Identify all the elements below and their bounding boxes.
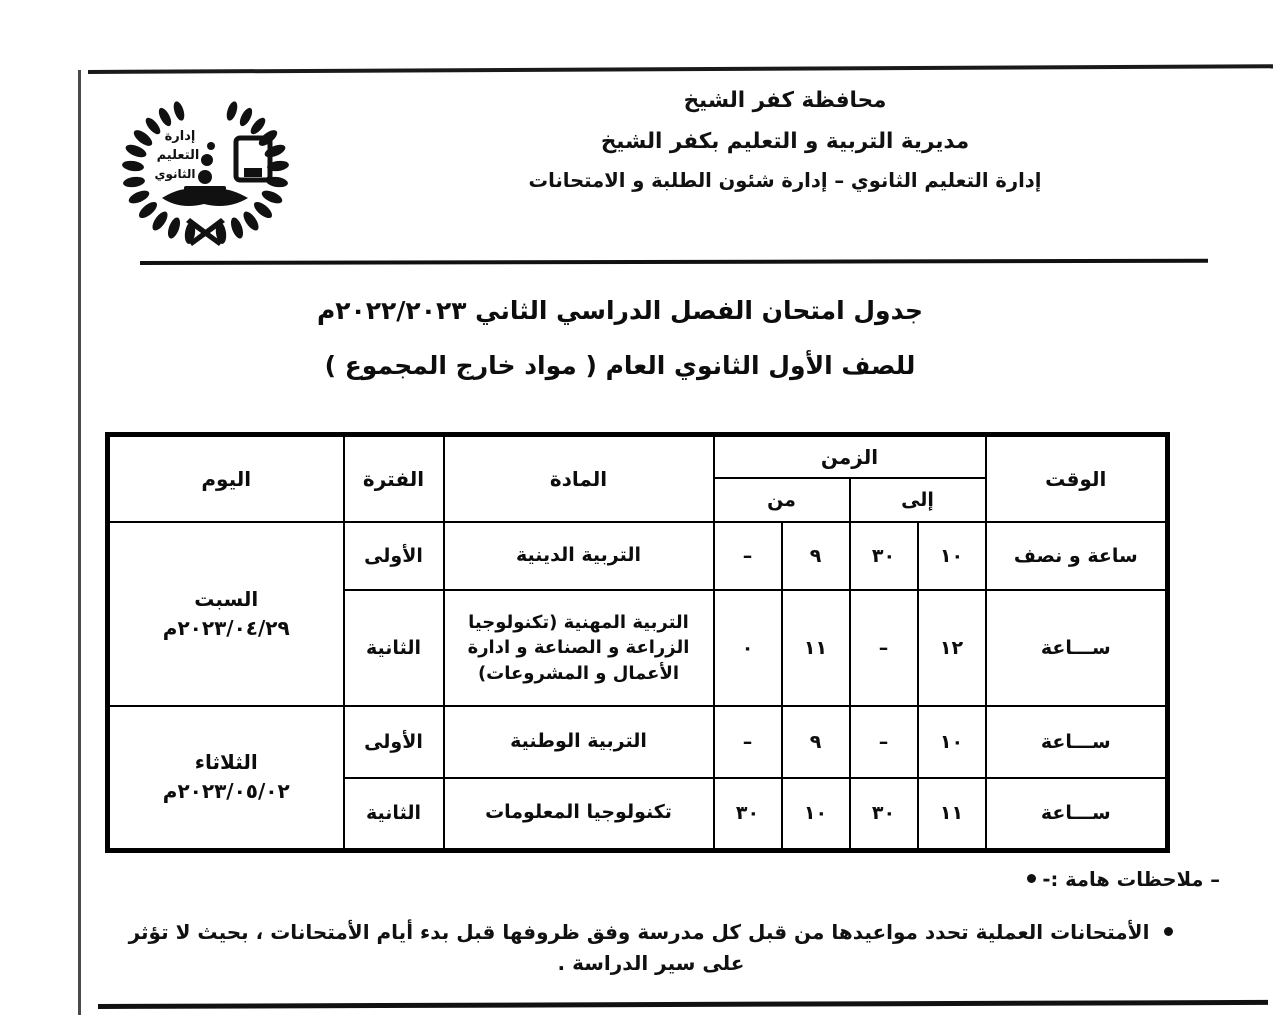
header-period: الفترة bbox=[344, 435, 444, 523]
cell-day bbox=[108, 522, 344, 706]
exam-schedule-table bbox=[105, 432, 1170, 853]
cell-day-name: الثلاثاء bbox=[194, 750, 258, 775]
table-row bbox=[108, 706, 1168, 778]
cell-duration: ساعة و نصف bbox=[986, 522, 1168, 590]
cell-to-hour: ١٠ bbox=[918, 522, 986, 590]
cell-period: الثانية bbox=[344, 778, 444, 850]
cell-duration: ســـاعة bbox=[986, 778, 1168, 850]
header-duration: الوقت bbox=[986, 435, 1168, 523]
header-subject: المادة bbox=[444, 435, 714, 523]
title-line-1: جدول امتحان الفصل الدراسي الثاني ٢٠٢٢/٢٠٢٣م bbox=[316, 296, 924, 325]
notes-heading: – ملاحظات هامة :- bbox=[1042, 868, 1220, 891]
cell-to-minute: ٣٠ bbox=[850, 778, 918, 850]
cell-from-minute: – bbox=[714, 706, 782, 778]
table-row bbox=[108, 522, 1168, 590]
cell-duration: ســـاعة bbox=[986, 706, 1168, 778]
cell-day-date: ٢٠٢٣/٠٥/٠٢م bbox=[162, 779, 290, 804]
directorate-name: مديرية التربية و التعليم بكفر الشيخ bbox=[600, 128, 970, 154]
bottom-horizontal-rule bbox=[98, 1000, 1268, 1009]
cell-from-minute: – bbox=[714, 522, 782, 590]
cell-subject: التربية المهنية (تكنولوجيا الزراعة و الصناعة و ادارة الأعمال و المشروعات) bbox=[444, 590, 714, 706]
header-time-group: الزمن bbox=[714, 435, 986, 479]
header-time-to: إلى bbox=[850, 478, 986, 522]
svg-text:التعليم: التعليم bbox=[156, 148, 200, 163]
cell-subject: تكنولوجيا المعلومات bbox=[444, 778, 714, 850]
table-header-row-1 bbox=[108, 435, 1168, 479]
cell-duration: ســـاعة bbox=[986, 590, 1168, 706]
governorate-name: محافظة كفر الشيخ bbox=[683, 88, 887, 113]
notes-heading-row bbox=[100, 868, 1220, 891]
department-name: إدارة التعليم الثانوي – إدارة شئون الطلبة و الامتحانات bbox=[528, 169, 1042, 192]
cell-subject: التربية الوطنية bbox=[444, 706, 714, 778]
page-frame-left-border bbox=[78, 70, 81, 1015]
svg-text:إدارة: إدارة bbox=[164, 129, 196, 144]
cell-subject: التربية الدينية bbox=[444, 522, 714, 590]
cell-from-hour: ١١ bbox=[782, 590, 850, 706]
cell-from-hour: ٩ bbox=[782, 522, 850, 590]
notes-section bbox=[100, 868, 1220, 979]
table-body bbox=[108, 522, 1168, 850]
organization-heading bbox=[370, 90, 1200, 210]
cell-from-hour: ١٠ bbox=[782, 778, 850, 850]
header-day: اليوم bbox=[108, 435, 344, 523]
cell-to-minute: ٣٠ bbox=[850, 522, 918, 590]
document-masthead bbox=[100, 86, 1240, 246]
header-time-from: من bbox=[714, 478, 850, 522]
header-separator-rule bbox=[140, 259, 1208, 265]
page-title bbox=[0, 296, 1240, 380]
table-header bbox=[108, 435, 1168, 523]
cell-from-hour: ٩ bbox=[782, 706, 850, 778]
cell-to-hour: ١٢ bbox=[918, 590, 986, 706]
note-list-item bbox=[100, 917, 1220, 979]
exam-schedule-table-container bbox=[110, 432, 1170, 853]
education-department-emblem-icon bbox=[118, 94, 293, 249]
cell-to-minute: – bbox=[850, 590, 918, 706]
bullet-icon bbox=[1027, 874, 1036, 883]
cell-day bbox=[108, 706, 344, 850]
cell-period: الأولى bbox=[344, 706, 444, 778]
cell-from-minute: ٣٠ bbox=[714, 778, 782, 850]
svg-text:الثانوي: الثانوي bbox=[154, 167, 196, 181]
cell-day-name: السبت bbox=[194, 587, 259, 611]
note-text: الأمتحانات العملية تحدد مواعيدها من قبل كل مدرسة وفق ظروفها قبل بدء أيام الأمتحانات ، بحيث لا تؤثر على سير الدراسة . bbox=[128, 920, 1150, 975]
cell-to-hour: ١٠ bbox=[918, 706, 986, 778]
cell-to-minute: – bbox=[850, 706, 918, 778]
title-line-2: للصف الأول الثانوي العام ( مواد خارج المجموع ) bbox=[324, 351, 916, 380]
bullet-icon bbox=[1164, 927, 1173, 936]
cell-to-hour: ١١ bbox=[918, 778, 986, 850]
cell-period: الأولى bbox=[344, 522, 444, 590]
cell-from-minute: ٠ bbox=[714, 590, 782, 706]
cell-period: الثانية bbox=[344, 590, 444, 706]
cell-day-date: ٢٠٢٣/٠٤/٢٩م bbox=[162, 616, 290, 640]
top-horizontal-rule bbox=[88, 64, 1273, 74]
